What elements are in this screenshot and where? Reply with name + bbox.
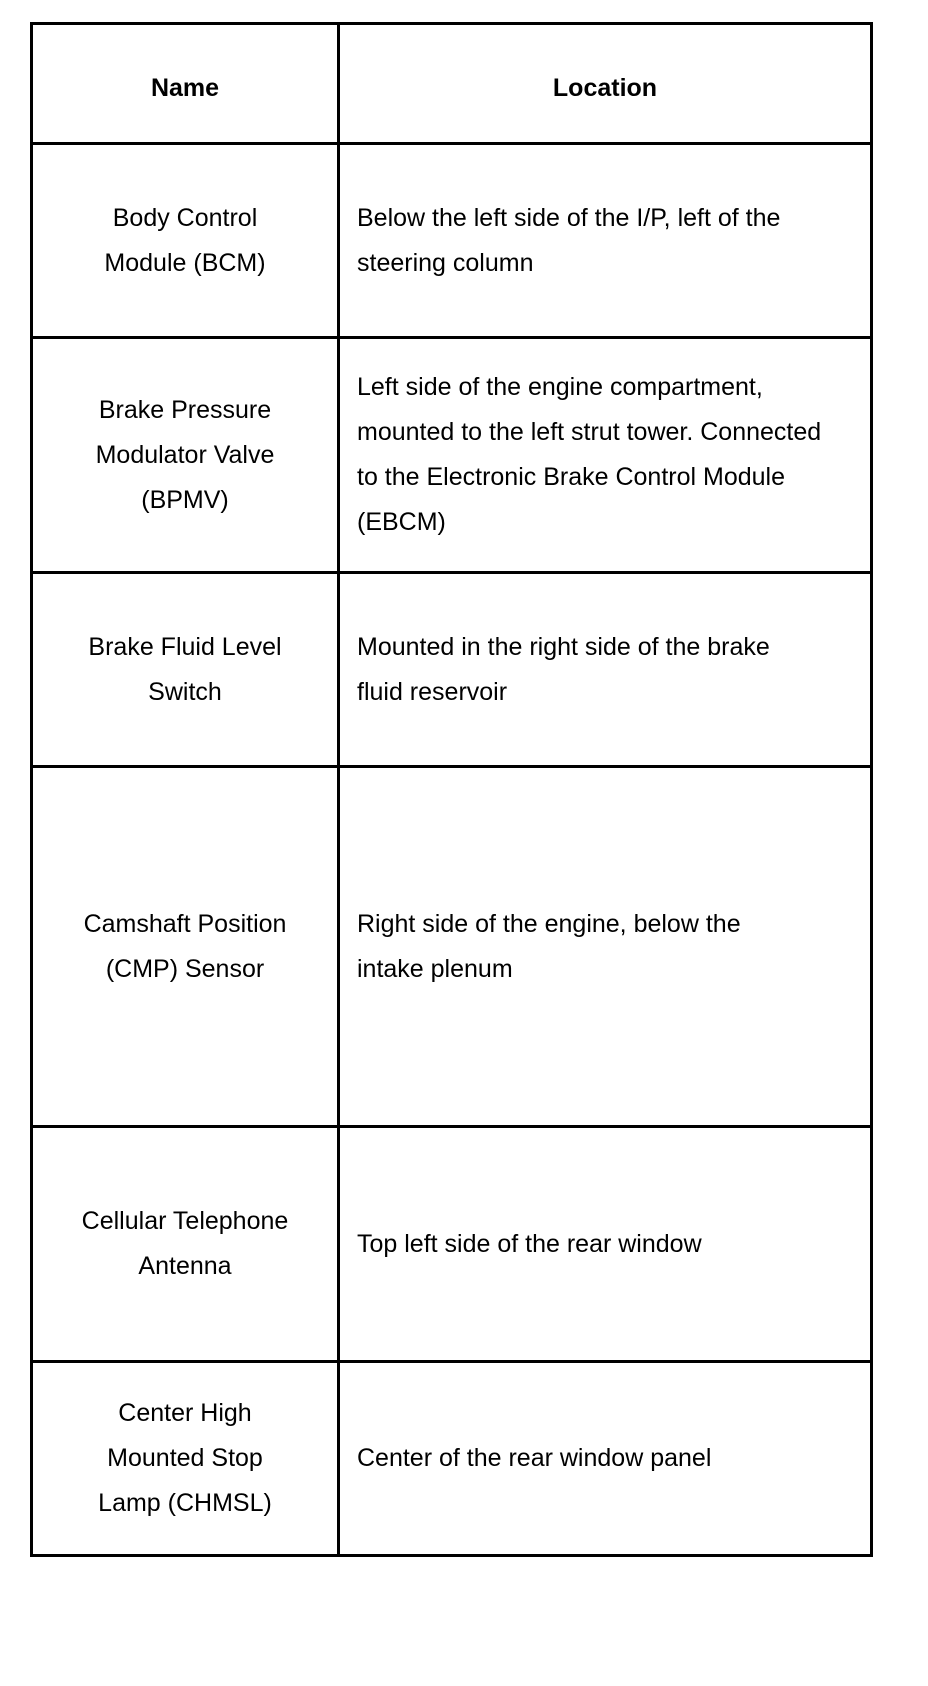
component-name-cell [32, 1362, 339, 1556]
component-location: Below the left side of the I/P, left of the steering column [357, 203, 781, 277]
component-location: Top left side of the rear window [357, 1229, 702, 1258]
table-row [32, 1362, 872, 1556]
table-row [32, 338, 872, 573]
component-name-cell [32, 338, 339, 573]
table-row [32, 767, 872, 1127]
component-name-cell [32, 1127, 339, 1362]
table-row [32, 573, 872, 767]
component-name-cell [32, 144, 339, 338]
component-name: Brake Pressure Modulator Valve (BPMV) [95, 395, 275, 514]
table-row [32, 1127, 872, 1362]
name-column-header: Name [32, 24, 339, 144]
location-column-header: Location [339, 24, 872, 144]
component-location-cell [339, 144, 872, 338]
component-location-cell [339, 338, 872, 573]
component-name: Cellular Telephone Antenna [81, 1207, 289, 1280]
component-name-cell [32, 573, 339, 767]
component-name: Camshaft Position (CMP) Sensor [83, 909, 287, 983]
component-name: Brake Fluid Level Switch [88, 632, 282, 706]
table-row [32, 144, 872, 338]
component-name: Body Control Module (BCM) [104, 203, 266, 277]
component-name: Center High Mounted Stop Lamp (CHMSL) [98, 1399, 272, 1517]
component-name-cell [32, 767, 339, 1127]
component-location-table [30, 22, 873, 1557]
component-location-cell [339, 1127, 872, 1362]
component-location: Left side of the engine compartment, mounted to the left strut tower. Connected to the Electronic Brake Control Module (EBCM) [357, 373, 822, 536]
component-location: Right side of the engine, below the intake plenum [357, 909, 741, 983]
component-location-cell [339, 1362, 872, 1556]
table-header-row [32, 24, 872, 144]
component-location: Center of the rear window panel [357, 1444, 712, 1472]
component-location: Mounted in the right side of the brake fluid reservoir [357, 632, 770, 706]
component-location-cell [339, 767, 872, 1127]
component-location-cell [339, 573, 872, 767]
